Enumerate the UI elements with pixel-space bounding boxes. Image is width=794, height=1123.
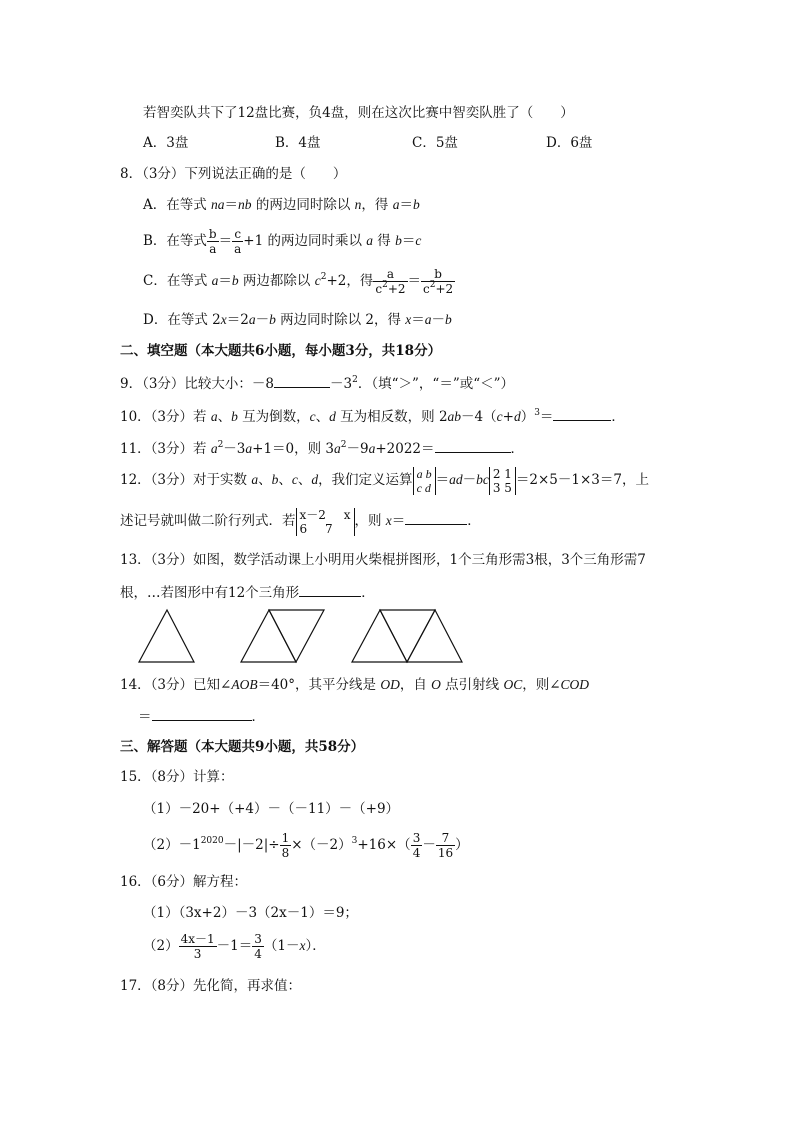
answer-blank — [152, 706, 252, 721]
fraction: $\frac{c}{a}$ — [234, 227, 242, 256]
q11: 11．（3分）若 $a^2-3a+1=0$，则 $3a^2-9a+2022=$ ． — [120, 440, 525, 457]
determinant: x－2 x 6 7 — [296, 508, 355, 536]
triangle-1 — [139, 610, 194, 662]
triangle-2b — [269, 610, 324, 662]
q8-option-a: A．在等式 na＝nb 的两边同时除以 n，得 a＝b — [143, 197, 420, 213]
q10: 10．（3分）若 a、b 互为倒数，c、d 互为相反数，则 $2ab-4(c+d)^3=$ ． — [120, 408, 625, 425]
fraction: $\frac{7}{16}$ — [437, 831, 454, 860]
q8-option-c: C．在等式 a＝b 两边都除以 $c^2+2$，得 $\frac{a}{c^2+2}$ ＝ $\frac{b}{c^2+2}$ — [143, 267, 454, 296]
q15-stem: 15．（8分）计算： — [120, 769, 234, 785]
fraction: $\frac{b}{c^2+2}$ — [423, 267, 454, 296]
triangle-2a — [241, 610, 296, 662]
q13-line-1: 13．（3分）如图，数学活动课上小明用火柴棍拼图形，1个三角形需3根，3个三角形需7 — [120, 552, 646, 568]
q7-option-c: C．5盘 — [412, 135, 458, 151]
q15-part-1: （1）－20+（+4）－（－11）－（+9） — [143, 801, 400, 817]
q7-option-b: B．4盘 — [275, 135, 321, 151]
q7-option-d: D．6盘 — [546, 135, 593, 151]
triangle-3c — [407, 610, 462, 662]
q13-line-2: 根，…若图形中有12个三角形 ． — [120, 582, 375, 602]
q9: 9．（3分）比较大小：$-8 -3^2$．（填“＞”，“＝”或“＜”） — [120, 375, 515, 392]
q12-line-2: 述记号就叫做二阶行列式．若 x－2 x 6 7 ，则 x＝ ． — [120, 507, 481, 536]
fraction: $\frac{b}{a}$ — [208, 227, 217, 256]
section-2-title: 二、填空题（本大题共6小题，每小题3分，共18分） — [120, 343, 442, 359]
q16-part-1: （1）（3x+2）－3（2x－1）＝9； — [143, 905, 358, 921]
section-3-title: 三、解答题（本大题共9小题，共58分） — [120, 739, 365, 755]
q7-stem: 若智奕队共下了12盘比赛，负4盘，则在这次比赛中智奕队胜了（ ） — [143, 105, 574, 121]
q14-line-2: ＝ ． — [138, 706, 265, 726]
triangle-3b — [380, 610, 435, 662]
fraction: $\frac{a}{c^2+2}$ — [375, 267, 406, 296]
q8-option-b: B．在等式 $\frac{b}{a}$ ＝ $\frac{c}{a}$ +1 的两边同时乘以 a 得 b＝c — [143, 227, 422, 256]
determinant: 2 1 3 5 — [489, 467, 516, 495]
q12-line-1: 12．（3分）对于实数 a、b、c、d，我们定义运算 a b c d ＝ad－bc 2 1 3 5 ＝2×5－1×3＝7，上 — [120, 466, 649, 495]
q7-option-a: A．3盘 — [143, 135, 189, 151]
q16-part-2: （2） $\frac{4x-1}{3}$ －1＝ $\frac{3}{4}$ （1－x）． — [143, 932, 326, 961]
triangle-3a — [352, 610, 407, 662]
fraction: $\frac{3}{4}$ — [412, 831, 421, 860]
q15-part-2: $(2)-1^{2020}-|-2|\div$ $\frac{1}{8}$ $\times(-2)^3+16\times$（ $\frac{3}{4}$ － $\frac{7}{16}$ ） — [143, 831, 469, 860]
q8-option-d: D．在等式 2x＝2a－b 两边同时除以 2，得 x＝a－b — [143, 312, 452, 328]
q17-stem: 17．（8分）先化简，再求值： — [120, 978, 302, 994]
q16-stem: 16．（6分）解方程： — [120, 874, 248, 890]
fraction: $\frac{4x-1}{3}$ — [180, 932, 215, 961]
q8-stem: 8．（3分）下列说法正确的是（ ） — [120, 166, 347, 182]
q14-line-1: 14．（3分）已知∠AOB＝40°，其平分线是 OD，自 O 点引射线 OC，则∠COD — [120, 677, 590, 693]
determinant: a b c d — [413, 467, 436, 495]
fraction: $\frac{1}{8}$ — [281, 831, 290, 860]
fraction: $\frac{3}{4}$ — [254, 932, 262, 961]
